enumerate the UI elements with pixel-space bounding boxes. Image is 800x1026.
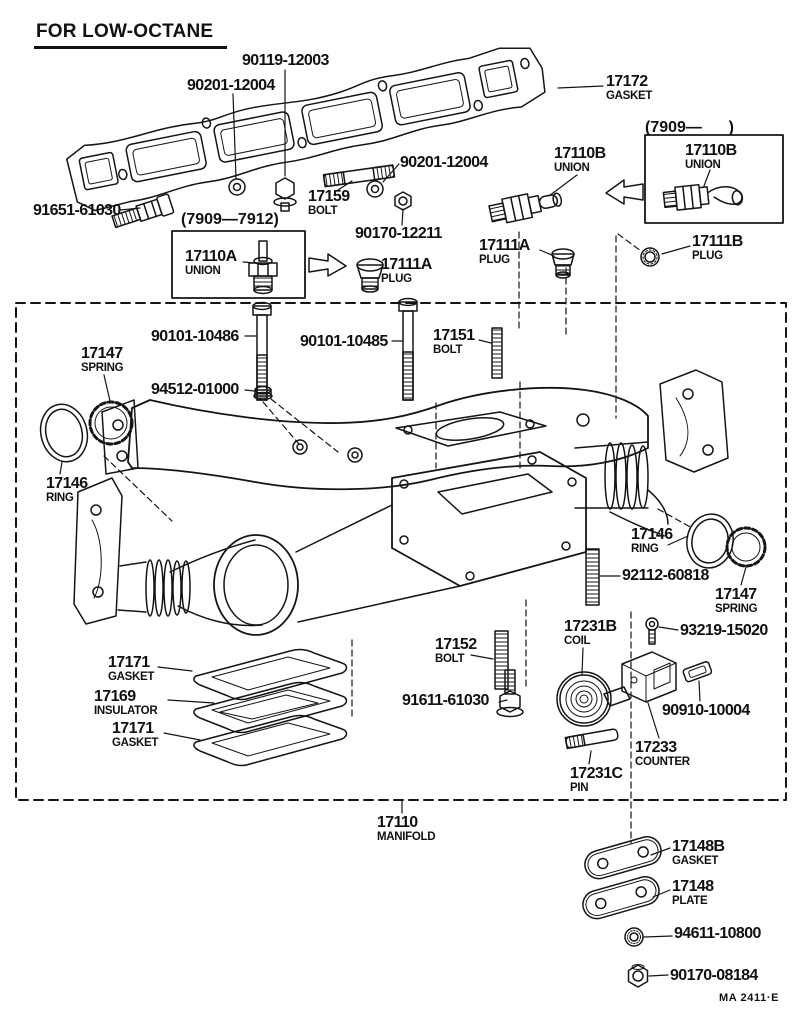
part-label-90201-12004-2 [400,155,488,171]
part-label-17110 [377,815,435,844]
part-name: UNION [685,159,721,171]
part-name: UNION [554,162,590,174]
part-number: 91611-61030 [402,692,489,709]
part-number: 17171 [112,720,154,737]
part-label-17172 [606,74,652,103]
part-label-17233 [635,740,690,769]
part-name: PLATE [672,895,708,907]
part-label-92112-60818 [622,568,709,584]
part-number: 90101-10485 [300,333,388,350]
part-number: 17148 [672,878,714,895]
part-name: GASKET [672,855,719,867]
plug-17111a-left-drawing [357,259,383,292]
part-number: 90201-12004 [187,77,275,94]
part-number: 17233 [635,739,677,756]
dashed-construction-lines [104,232,692,843]
part-label-17169 [94,689,157,718]
part-number: 92112-60818 [622,567,709,584]
part-number: 17146 [46,475,88,492]
part-number: 90170-12211 [355,225,442,242]
gasket-insulator-stack-drawing [194,650,347,766]
callout-range-late: (7909— ) [645,119,734,136]
part-number: 17111A [381,256,432,273]
part-name: UNION [185,265,221,277]
part-label-17110a [185,249,237,278]
part-number: 17111B [692,233,743,250]
part-number: 17146 [631,526,673,543]
part-number: 91651-61030 [33,202,121,219]
nut-90170-12211-drawing [395,192,411,210]
part-number: 17110 [377,814,418,831]
part-name: SPRING [715,603,758,615]
part-label-17110b-late [685,143,737,172]
bolt-90119-drawing [274,178,296,211]
part-label-17147-right [715,587,757,616]
part-number: 94512-01000 [151,381,239,398]
part-name: GASKET [112,737,159,749]
pin-17231c-drawing [565,729,618,749]
part-label-90201-12004 [187,78,275,94]
part-label-94611-10800 [674,926,761,942]
part-label-17146-right [631,527,673,556]
union-17110a-early-drawing [249,241,277,294]
part-label-17171-bottom [112,721,158,750]
part-number: 17159 [308,188,350,205]
part-label-17159 [308,189,350,218]
part-number: 90201-12004 [400,154,488,171]
part-label-94512-01000 [151,382,239,398]
part-label-90101-10485 [300,334,388,350]
part-name: GASKET [606,90,653,102]
part-number: 17148B [672,838,725,855]
counter-17233-drawing [622,652,676,702]
part-label-17231c [570,766,622,795]
part-label-17148b [672,839,724,868]
part-label-90170-08184 [670,968,758,984]
part-name: BOLT [433,344,463,356]
part-name: COUNTER [635,756,690,768]
part-number: 90910-10004 [662,702,750,719]
washer-90201-left-drawing [229,179,245,195]
part-name: MANIFOLD [377,831,436,843]
part-label-90101-10486 [151,329,239,345]
part-label-17151 [433,328,475,357]
clip-90910-drawing [682,661,712,682]
part-number: 17152 [435,636,477,653]
left-block-arrow [606,180,643,204]
plug-17111b-drawing [641,248,659,266]
plate-parts-drawings [580,834,665,987]
part-number: 17110B [685,142,737,159]
coil-17231b-drawing [557,672,630,726]
callout-range-early: (7909—7912) [181,211,279,228]
part-name: COIL [564,635,591,647]
part-number: 17231B [564,618,617,635]
part-number: 17231C [570,765,623,782]
part-number: 17147 [715,586,757,603]
part-number: 93219-15020 [680,622,768,639]
part-number: 90119-12003 [242,52,329,69]
part-name: PLUG [692,250,723,262]
part-name: RING [631,543,659,555]
part-number: 17172 [606,73,648,90]
part-number: 17169 [94,688,136,705]
part-number: 90170-08184 [670,967,758,984]
part-label-17110b [554,146,606,175]
part-label-91611-61030 [402,693,489,709]
part-label-90910-10004 [662,703,750,719]
part-name: GASKET [108,671,155,683]
part-name: RING [46,492,74,504]
part-label-90170-12211 [355,226,442,242]
part-label-17231b [564,619,616,648]
part-label-17111a-left [381,257,432,286]
part-label-17148 [672,879,714,908]
part-label-17147-left [81,346,123,375]
part-number: 17110B [554,145,606,162]
manifold-17110-drawing [74,370,728,635]
part-name: INSULATOR [94,705,158,717]
part-number: 90101-10486 [151,328,239,345]
part-label-90119-12003 [242,53,329,69]
part-label-17171-top [108,655,154,684]
part-name: SPRING [81,362,124,374]
part-label-17152 [435,637,477,666]
part-number: 17147 [81,345,123,362]
right-block-arrow [309,254,346,276]
washer-90201-right-drawing [367,181,383,197]
part-label-91651-61030 [33,203,121,219]
part-label-17111b [692,234,743,263]
part-name: PIN [570,782,589,794]
part-number: 17171 [108,654,150,671]
part-label-93219-15020 [680,623,768,639]
part-number: 17110A [185,248,237,265]
part-name: PLUG [479,254,510,266]
plug-17111a-right-drawing [552,249,574,278]
part-label-17111a-right [479,238,530,267]
part-number: 94611-10800 [674,925,761,942]
page-title: FOR LOW-OCTANE [34,21,227,49]
part-name: BOLT [308,205,338,217]
part-number: 17151 [433,327,475,344]
union-17110b-late-drawing [663,180,743,212]
part-label-17146-left [46,476,88,505]
part-name: PLUG [381,273,412,285]
part-number: 17111A [479,237,530,254]
figure-code: MA 2411·E [719,992,780,1004]
stud-17159-drawing [323,165,394,187]
part-name: BOLT [435,653,465,665]
